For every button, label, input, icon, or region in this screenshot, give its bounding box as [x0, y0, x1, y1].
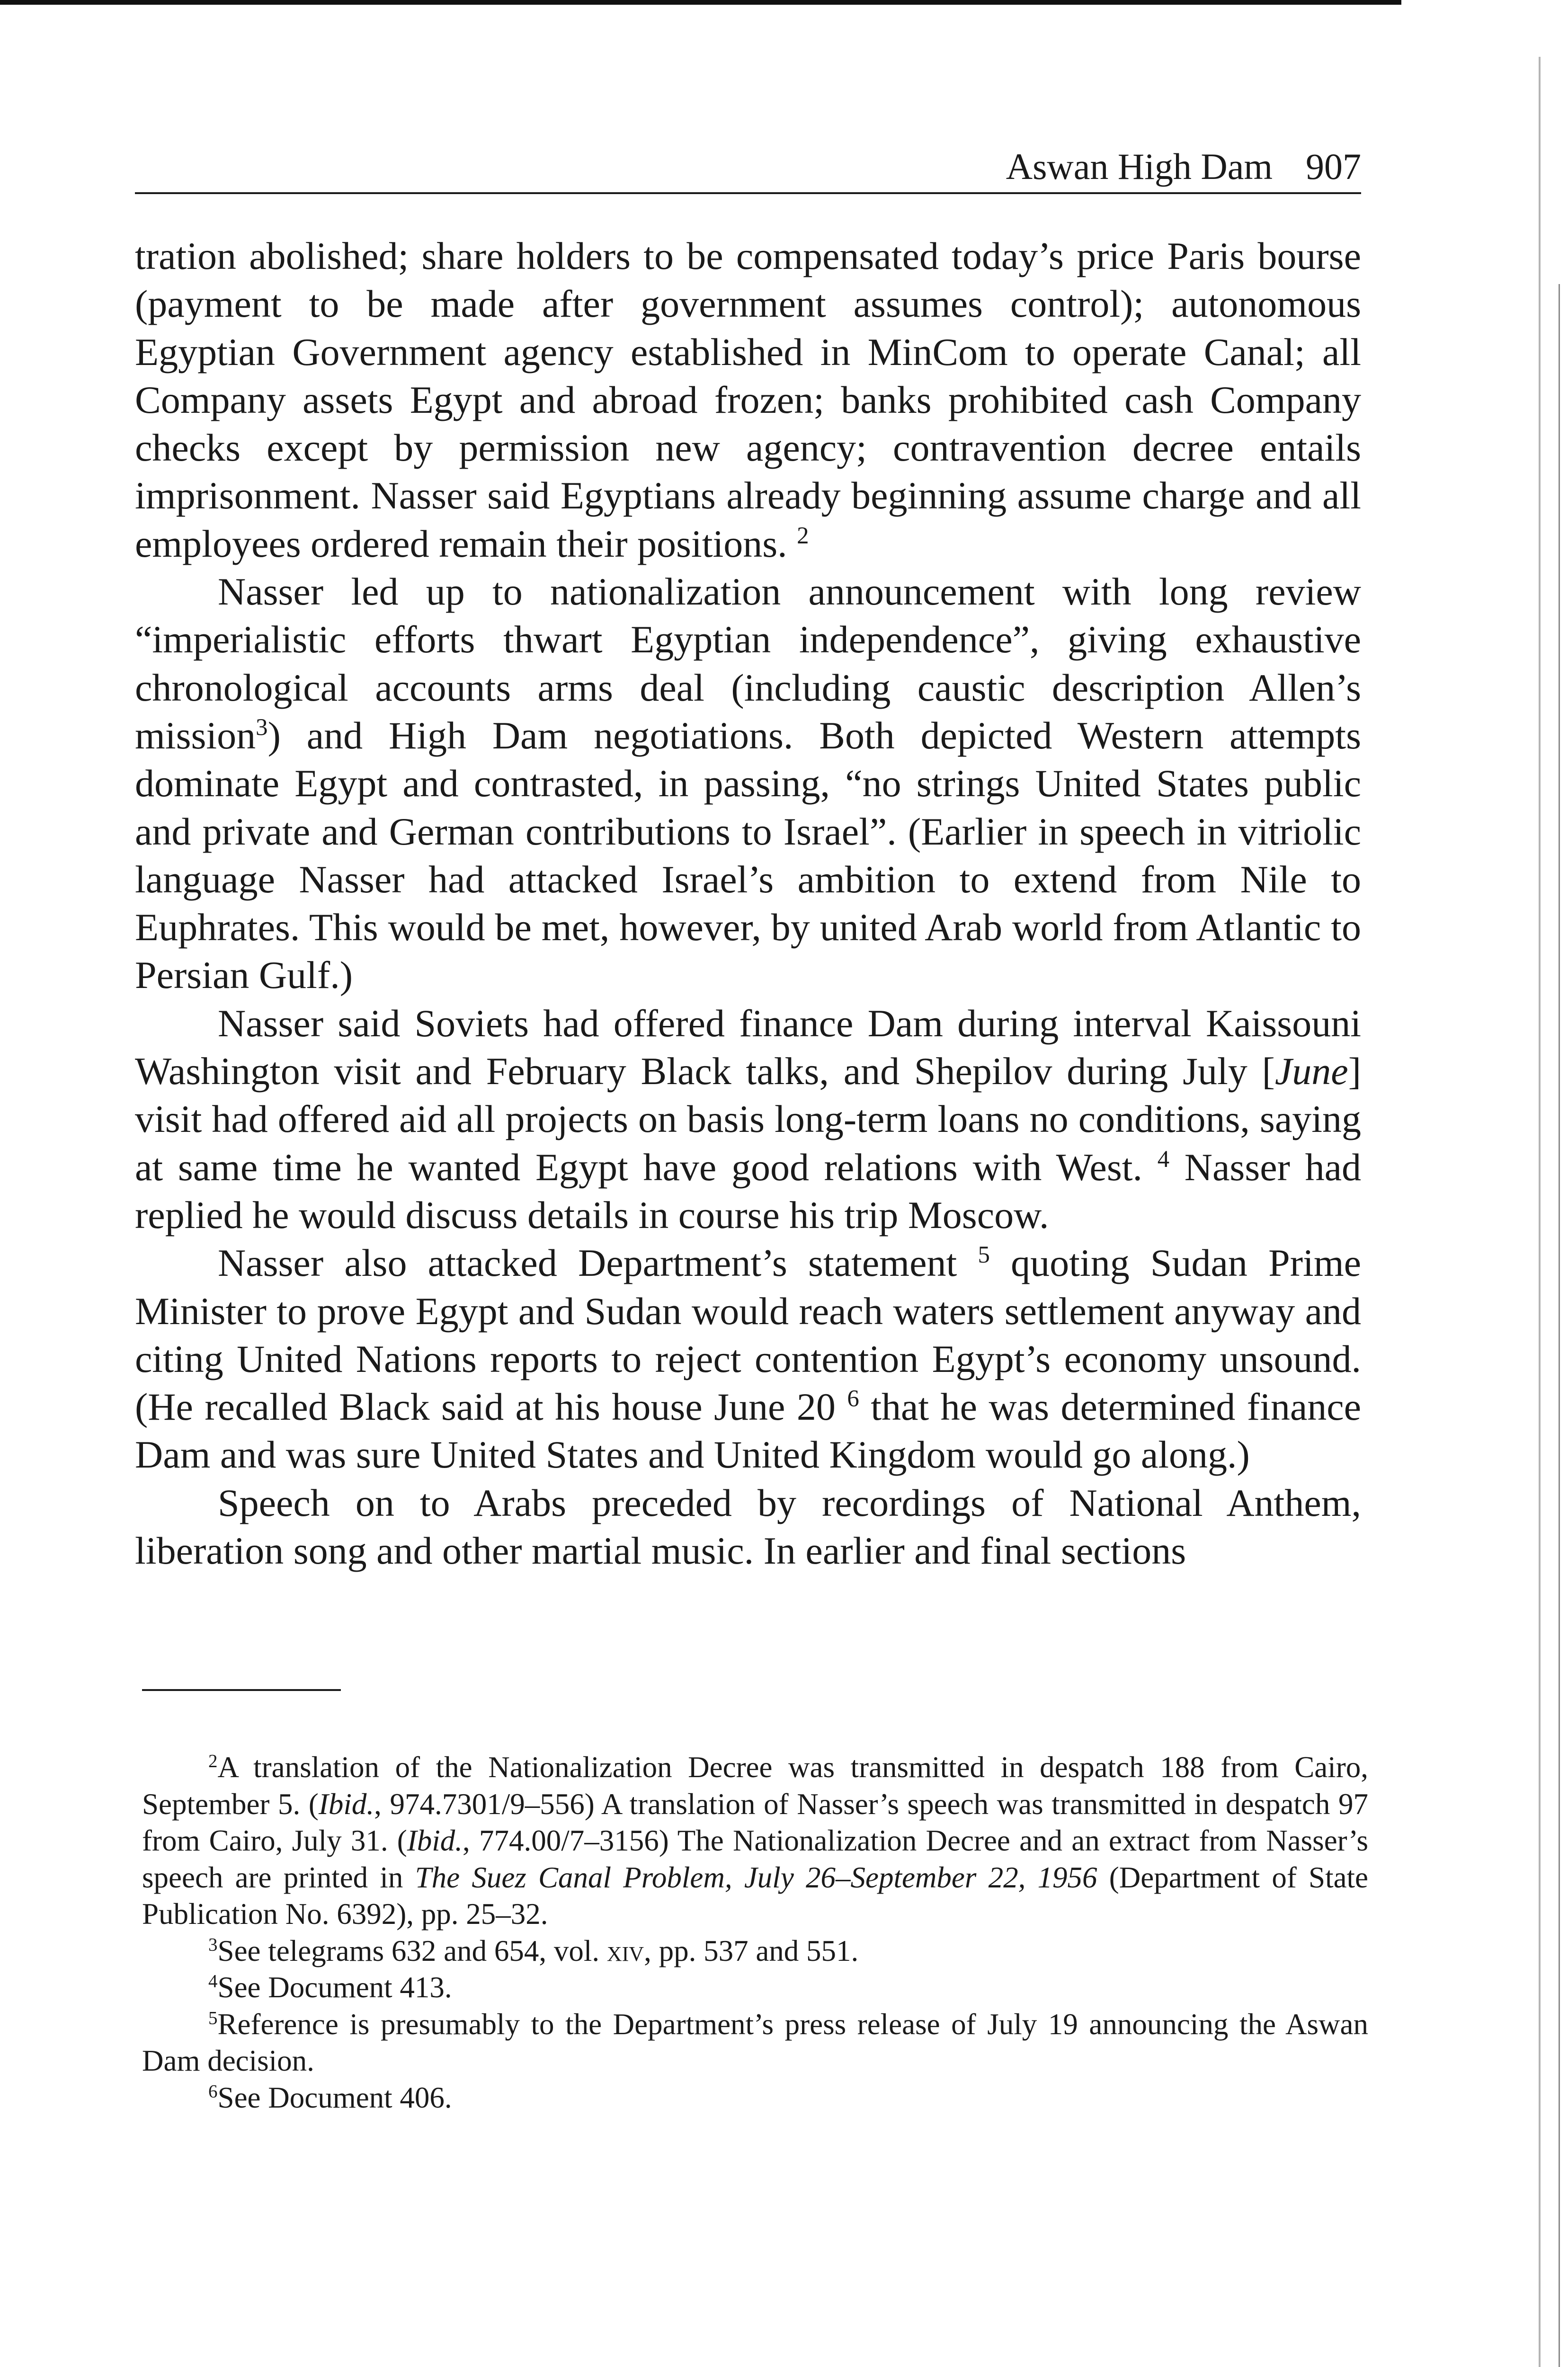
footnote-4 [142, 1969, 1368, 2006]
footnote-number: 4 [208, 1971, 218, 1992]
footnote-text: See Document 413. [217, 1971, 452, 2004]
paragraph-5 [135, 1479, 1361, 1575]
footnote-text: A translation of the Nationalization Decree was transmitted in despatch 188 from Cairo, September 5. ( [142, 1751, 1368, 1821]
scan-binding-edge [1559, 284, 1560, 2367]
paragraph-text: Nasser said Soviets had offered finance Dam during interval Kaissouni Washington visit and February Black talks, and Shepilov during July [ [135, 1001, 1361, 1093]
footnotes [142, 1749, 1368, 2116]
footnote-volume: xiv [606, 1934, 644, 1967]
scan-right-edge [1539, 57, 1541, 2367]
footnote-text: , 774.00/7–3156) The Nationalization Decree and an extract from Nasser’s speech are printed in [142, 1824, 1368, 1894]
footnote-text: , pp. 537 and 551. [644, 1934, 859, 1967]
footnote-text: (Department of State Publication No. 6392), pp. 25–32. [142, 1860, 1369, 1931]
footnote-text: , 974.7301/9–556) A translation of Nasser’s speech was transmitted in despatch 97 from Cairo, July 31. ( [142, 1787, 1369, 1857]
paragraph-3 [135, 999, 1361, 1239]
footnote-ref: 5 [978, 1241, 990, 1268]
paragraph-text: Nasser had replied he would discuss details in course his trip Moscow. [135, 1145, 1361, 1237]
running-head [135, 142, 1361, 194]
paragraph-text: ) and High Dam negotiations. Both depicted Western attempts dominate Egypt and contrasted, in passing, “no strings United States public and private and German contributions to Israel”. (Earlier in speech in vitriolic language Nasser had attacked Israel’s ambition to extend from Nile to Euphrates. This would be met, however, by united Arab world from Atlantic to Persian Gulf.) [135, 713, 1361, 997]
footnote-number: 2 [208, 1751, 218, 1771]
footnote-number: 5 [208, 2008, 218, 2029]
paragraph-text: Nasser led up to nationalization announcement with long review “imperialistic efforts thwart Egyptian independence”, giving exhaustive chronological accounts arms deal (including caustic description Allen’s mission [135, 570, 1361, 757]
footnote-number: 6 [208, 2081, 218, 2102]
running-head-title: Aswan High Dam [1006, 146, 1273, 187]
footnote-3 [142, 1933, 1368, 1970]
body-text [135, 232, 1361, 1575]
footnote-text: Reference is presumably to the Department’s press release of July 19 announcing the Aswan Dam decision. [142, 2007, 1368, 2077]
footnote-5 [142, 2006, 1368, 2080]
footnote-number: 3 [208, 1934, 218, 1955]
paragraph-text: that he was determined finance Dam and was sure United States and United Kingdom would go along.) [135, 1385, 1362, 1477]
paragraph-2 [135, 568, 1361, 999]
paragraph-text: quoting Sudan Prime Minister to prove Egypt and Sudan would reach waters settlement anyway and citing United Nations reports to reject contention Egypt’s economy unsound. (He recalled Black said at his house June 20 [135, 1241, 1362, 1429]
scan-top-edge [0, 0, 1401, 5]
footnote-ref: 4 [1157, 1145, 1170, 1172]
footnote-text: See Document 406. [217, 2081, 452, 2114]
footnote-divider [142, 1689, 341, 1691]
footnote-book-title: The Suez Canal Problem, July 26–September 22, 1956 [415, 1860, 1097, 1894]
footnote-6 [142, 2080, 1368, 2117]
paragraph-4 [135, 1239, 1361, 1478]
footnote-ref: 6 [847, 1385, 859, 1412]
paragraph-text: ] visit had offered aid all projects on basis long-term loans no conditions, saying at same time he wanted Egypt have good relations with West. [135, 1050, 1361, 1189]
footnote-ref: 3 [256, 714, 268, 741]
paragraph-text: Nasser also attacked Department’s statement [218, 1241, 957, 1285]
paragraph-text: Speech on to Arabs preceded by recordings of National Anthem, liberation song and other martial music. In earlier and final sections [135, 1481, 1361, 1573]
page-number: 907 [1306, 146, 1361, 187]
footnote-ref: 2 [797, 522, 809, 549]
paragraph-1 [135, 232, 1361, 568]
footnote-ibid: Ibid. [318, 1787, 374, 1821]
footnote-2 [142, 1749, 1368, 1933]
footnote-text: See telegrams 632 and 654, vol. [217, 1934, 600, 1967]
paragraph-text: tration abolished; share holders to be compensated today’s price Paris bourse (payment to be made after government assumes control); autonomous Egyptian Government agency established in MinCom to operate Canal; all Company assets Egypt and abroad frozen; banks prohibited cash Company checks except by permission new agency; contravention decree entails imprisonment. Nasser said Egyptians already beginning assume charge and all employees ordered remain their positions. [135, 234, 1361, 565]
editorial-insertion: June [1274, 1050, 1348, 1093]
footnote-ibid: Ibid. [407, 1824, 463, 1857]
